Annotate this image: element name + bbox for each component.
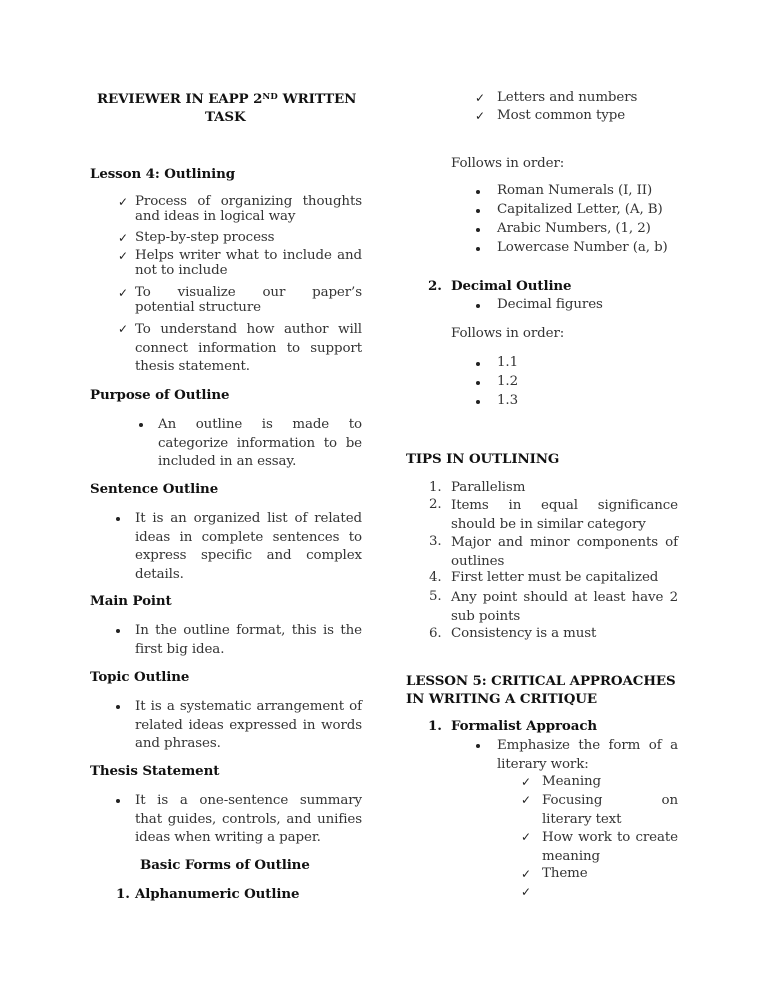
list-item: Decimal figures [497,297,603,312]
tip-number: 3. [429,534,442,549]
alphanumeric-number: 1. [116,886,130,902]
check-icon: ✓ [521,793,532,807]
title-text-post: WRITTEN [278,91,357,107]
formalist-bullet-text: Emphasize the form of a literary work: [497,738,678,772]
thesis-statement-heading: Thesis Statement [90,763,220,779]
main-point-heading: Main Point [90,593,172,609]
check-icon: ✓ [118,195,129,209]
check-icon: ✓ [118,249,129,263]
list-item: Helps writer what to include and not to include [135,248,362,278]
check-icon: ✓ [475,109,486,123]
bullet-icon [139,423,143,427]
thesis-statement-text: It is a one-sentence summary that guides, controls, and unifies ideas when writing a paper. [135,793,362,845]
list-item: How work to create meaning [542,830,678,864]
topic-outline-text: It is a systematic arrangement of related ideas expressed in words and phrases. [135,699,362,751]
tip-item: Consistency is a must [451,626,597,641]
follows-label: Follows in order: [451,326,565,341]
list-item: Lowercase Number (a, b) [497,240,668,255]
follows-label: Follows in order: [451,156,565,171]
basic-forms-heading: Basic Forms of Outline [140,857,310,873]
formalist-number: 1. [428,718,442,734]
check-icon: ✓ [521,885,532,899]
list-item: Letters and numbers [497,90,638,105]
bullet-icon [116,705,120,709]
check-icon: ✓ [118,322,129,336]
list-item: 1.3 [497,393,518,408]
tips-heading: TIPS IN OUTLINING [406,451,560,467]
check-icon: ✓ [521,867,532,881]
check-icon: ✓ [475,91,486,105]
list-item: To visualize our paper’s potential structure [135,285,362,315]
list-item: Process of organizing thoughts and ideas in logical way [135,194,362,224]
tip-item: Items in equal significance should be in similar category [451,498,678,532]
tip-number: 6. [429,626,442,641]
list-item: Theme [542,866,588,881]
list-item: Arabic Numbers, (1, 2) [497,221,651,236]
list-item: Focusing on literary text [542,793,678,827]
tip-item: Major and minor components of outlines [451,535,678,569]
bullet-icon [476,362,480,366]
main-point-text: In the outline format, this is the first big idea. [135,623,362,657]
bullet-icon [476,190,480,194]
tip-item: First letter must be capitalized [451,570,659,585]
lesson5-heading: LESSON 5: CRITICAL APPROACHES IN WRITING A CRITIQUE [406,673,676,707]
topic-outline-heading: Topic Outline [90,669,190,685]
decimal-number: 2. [428,278,442,294]
check-icon: ✓ [118,231,129,245]
bullet-icon [116,629,120,633]
list-item: Step-by-step process [135,230,275,245]
sentence-outline-text: It is an organized list of related ideas in complete sentences to express specific and complex details. [135,511,362,582]
bullet-icon [476,209,480,213]
list-item: 1.2 [497,374,518,389]
list-item: Roman Numerals (I, II) [497,183,653,198]
formalist-heading: Formalist Approach [451,718,598,734]
check-icon: ✓ [521,830,532,844]
bullet-icon [476,304,480,308]
tip-item: Parallelism [451,480,526,495]
tip-number: 1. [429,480,442,495]
sentence-outline-heading: Sentence Outline [90,481,219,497]
purpose-text: An outline is made to categorize information to be included in an essay. [158,417,362,469]
alphanumeric-heading: Alphanumeric Outline [135,886,300,902]
bullet-icon [476,400,480,404]
tip-number: 4. [429,570,442,585]
check-icon: ✓ [521,775,532,789]
document-title-line2: TASK [205,109,246,125]
bullet-icon [476,381,480,385]
list-item: 1.1 [497,355,518,370]
bullet-icon [116,799,120,803]
tip-number: 2. [429,497,442,512]
list-item: Capitalized Letter, (A, B) [497,202,663,217]
bullet-icon [116,517,120,521]
list-item: Most common type [497,108,626,123]
tip-item: Any point should at least have 2 sub points [451,590,678,624]
list-item: To understand how author will connect information to support thesis statement. [135,322,362,374]
document-title [97,91,356,107]
title-superscript: ND [262,92,279,102]
check-icon: ✓ [118,286,129,300]
decimal-heading: Decimal Outline [451,278,572,294]
bullet-icon [476,247,480,251]
lesson4-heading: Lesson 4: Outlining [90,166,236,182]
bullet-icon [476,744,480,748]
purpose-heading: Purpose of Outline [90,387,230,403]
tip-number: 5. [429,589,442,604]
bullet-icon [476,228,480,232]
title-text: REVIEWER IN EAPP 2 [97,91,263,107]
list-item: Meaning [542,774,602,789]
